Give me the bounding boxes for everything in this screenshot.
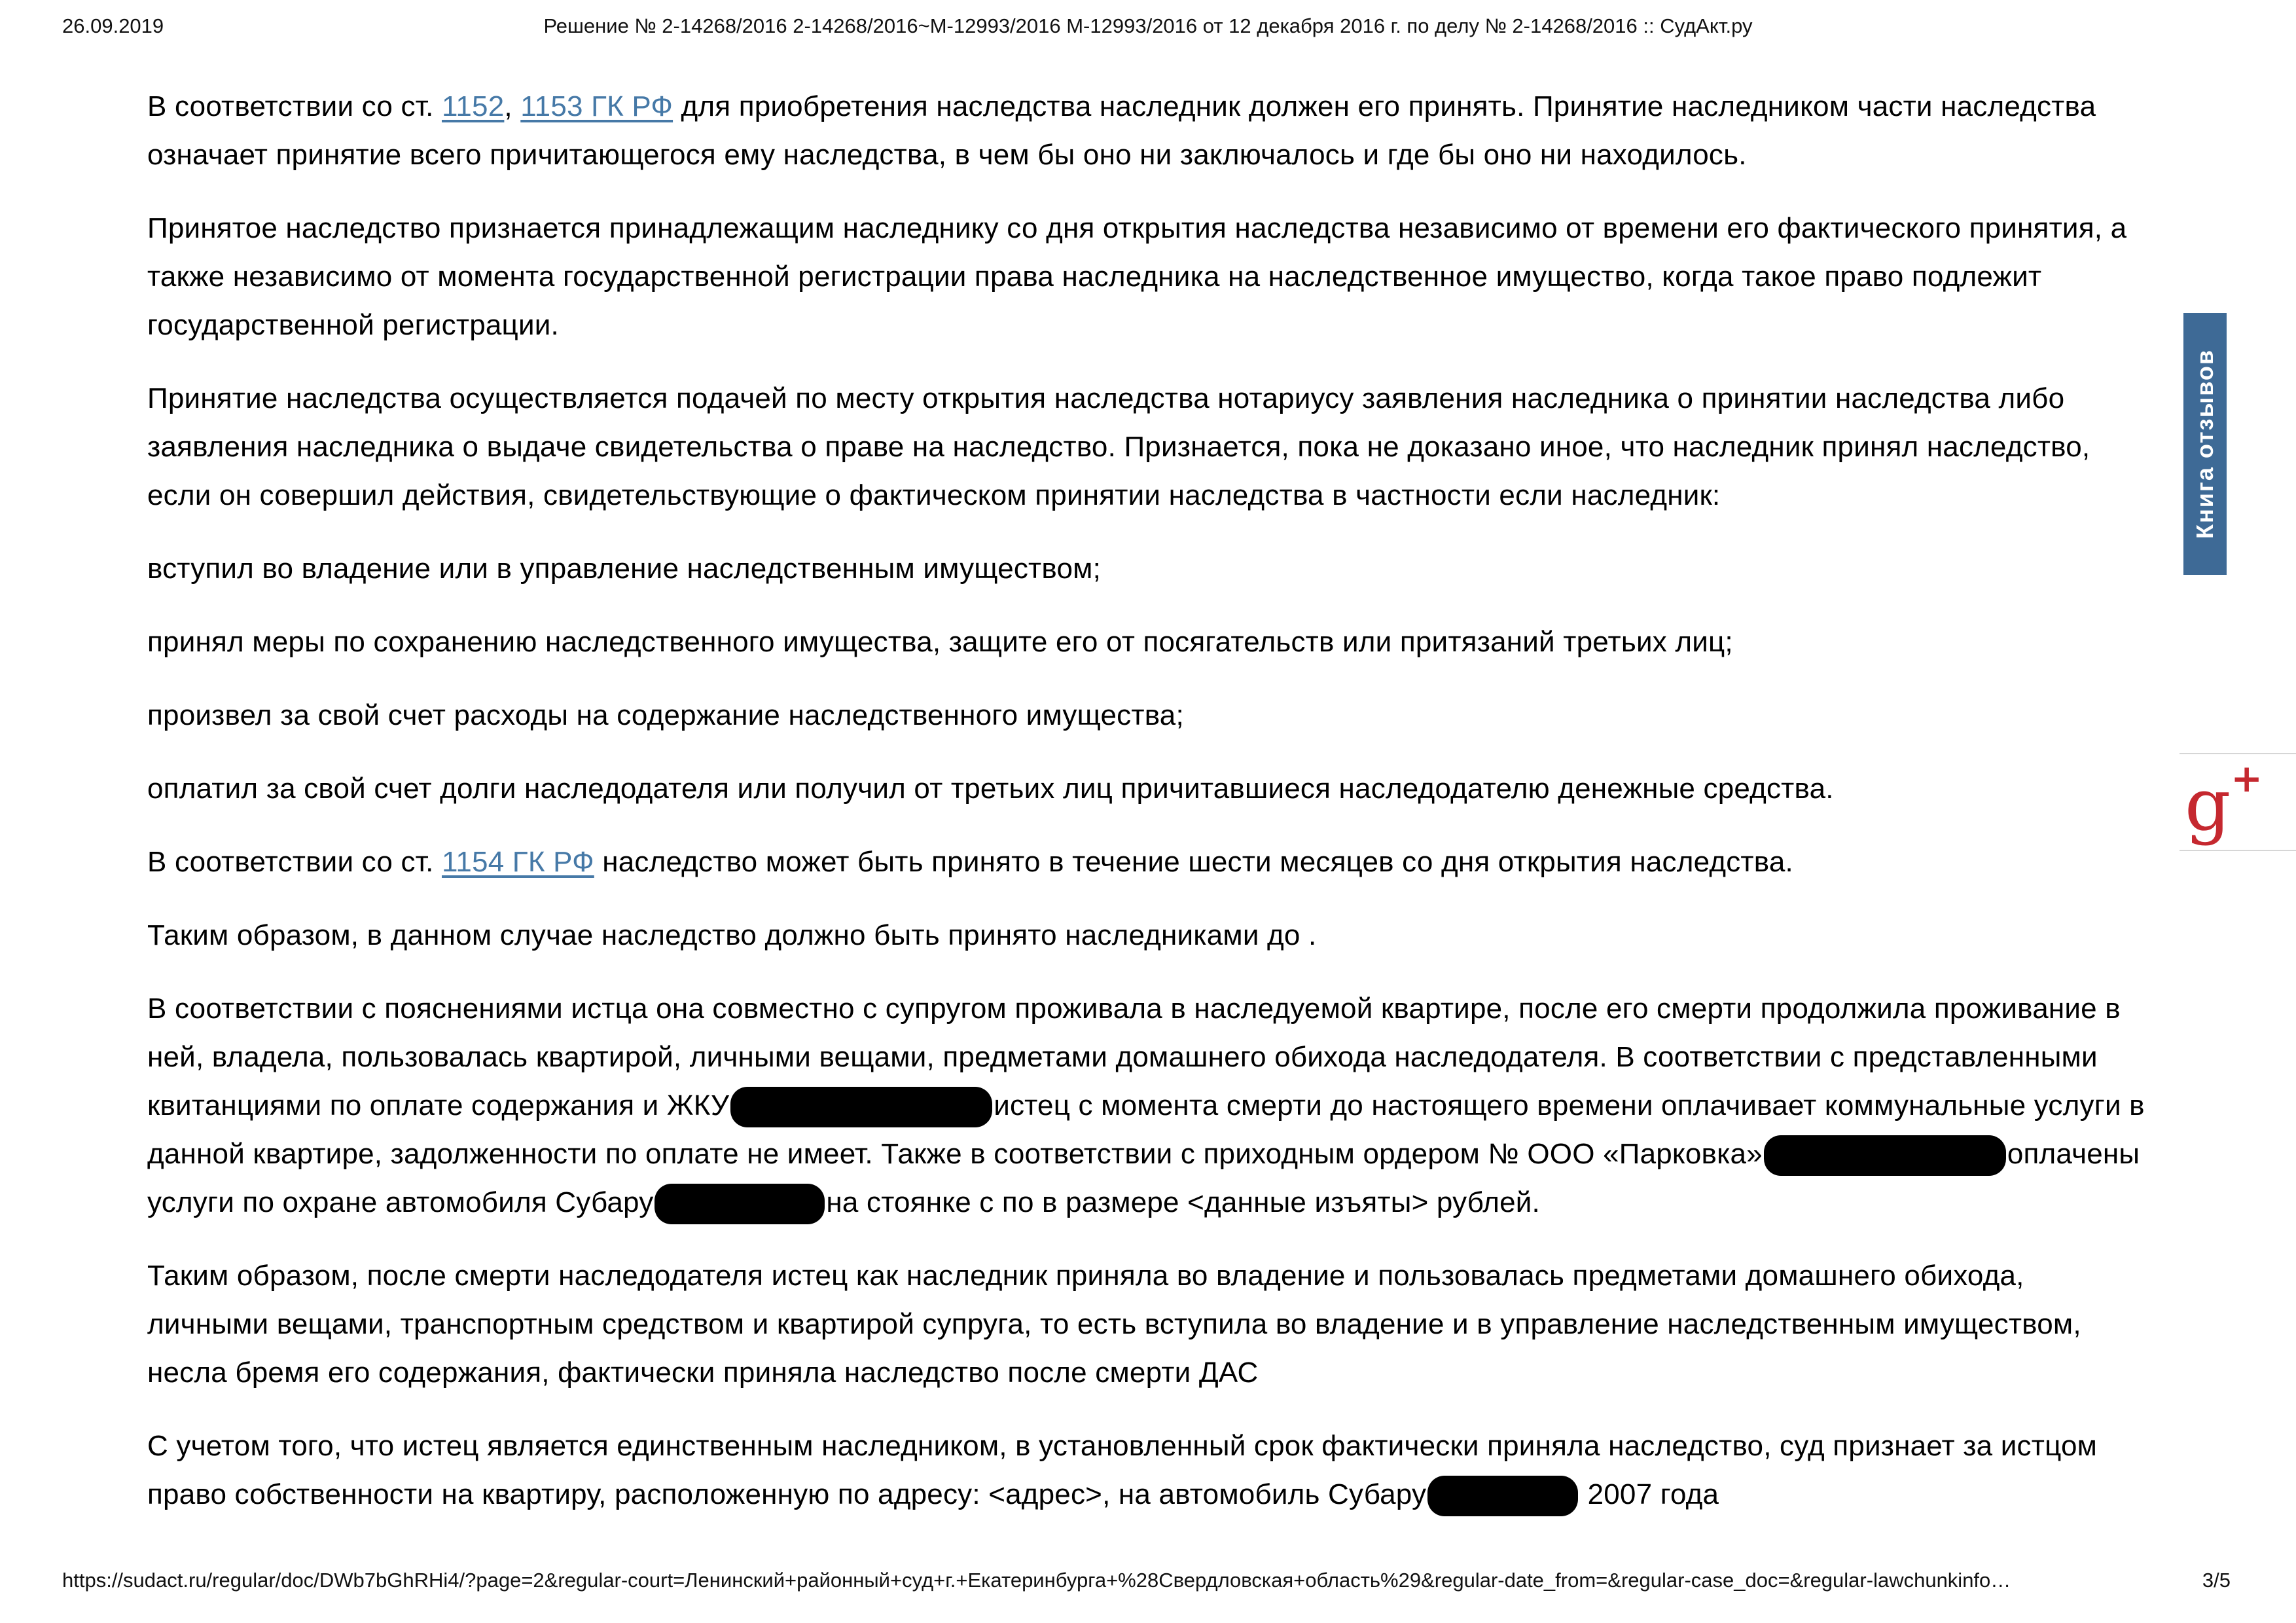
paragraph (147, 204, 2153, 350)
paragraph-text: вступил во владение или в управление наследственным имуществом; (147, 553, 1102, 585)
paragraph-text: В соответствии со ст. (147, 90, 442, 122)
paragraph-text: 2007 года (1579, 1478, 1719, 1510)
paragraph (147, 618, 2153, 666)
paragraph-text: Принятое наследство признается принадлежащим наследнику со дня открытия наследства независимо от времени его фактического принятия, а также независимо от момента государственной регистрации права наследника на наследственное имущество, когда такое право подлежит государственной регистрации. (147, 212, 2127, 341)
feedback-book-banner[interactable] (2183, 313, 2227, 575)
redaction-box (730, 1087, 992, 1127)
paragraph-text: произвел за свой счет расходы на содержание наследственного имущества; (147, 699, 1184, 731)
paragraph-text: для приобретения наследства наследник должен его принять. Принятие наследником части наследства означает принятие всего причитающегося ему наследства, в чем бы оно ни заключалось и где бы оно ни находилось. (147, 90, 2096, 171)
print-header-title: Решение № 2-14268/2016 2-14268/2016~М-12993/2016 М-12993/2016 от 12 декабря 2016 г. по делу № 2-14268/2016 :: СудАкт.ру (543, 14, 1753, 37)
paragraph-text: С учетом того, что истец является единственным наследником, в установленный срок фактически приняла наследство, суд признает за истцом право собственности на квартиру, расположенную по адресу: <адрес>, на автомобиль Субару (147, 1430, 2098, 1510)
print-header-date: 26.09.2019 (62, 14, 164, 37)
paragraph-text: на стоянке с по в размере <данные изъяты> рублей. (826, 1186, 1540, 1218)
redaction-box (1764, 1135, 2006, 1176)
paragraph-text: В соответствии со ст. (147, 846, 442, 878)
redaction-box (1427, 1476, 1578, 1516)
print-footer-page-indicator: 3/5 (2202, 1569, 2231, 1592)
paragraph-text: В соответствии с пояснениями истца она совместно с супругом проживала в наследуемой квартире, после его смерти продолжила проживание в ней, владела, пользовалась квартирой, личными вещами, предметами домашнего обихода наследодателя. В соответствии с представленными квитанциями по оплате содержания и ЖКУ (147, 993, 2121, 1122)
paragraph-text: оплачены услуги по охране автомобиля Субару (147, 1138, 2140, 1218)
paragraph (147, 82, 2153, 179)
feedback-book-banner-label: Книга отзывов (2191, 348, 2218, 539)
paragraph (147, 1252, 2153, 1397)
google-plus-g: g (2185, 763, 2231, 847)
redaction-box (655, 1184, 825, 1224)
law-article-link[interactable]: 1153 ГК РФ (520, 90, 673, 122)
paragraph-text: Таким образом, после смерти наследодателя истец как наследник приняла во владение и пользовалась предметами домашнего обихода, личными вещами, транспортным средством и квартирой супруга, то есть вступила во владение и в управление наследственным имуществом, несла бремя его содержания, фактически приняла наследство после смерти ДАС (147, 1260, 2081, 1389)
google-plus-icon[interactable] (2185, 756, 2263, 847)
gplus-share-widget (2179, 753, 2296, 851)
paragraph (147, 985, 2153, 1227)
paragraph (147, 545, 2153, 593)
divider (2179, 753, 2296, 754)
paragraph-text: Принятие наследства осуществляется подачей по месту открытия наследства нотариусу заявления наследника о принятии наследства либо заявления наследника о выдаче свидетельства о праве на наследство. Признается, пока не доказано иное, что наследник принял наследство, если он совершил действия, свидетельствующие о фактическом принятии наследства в частности если наследник: (147, 382, 2090, 511)
law-article-link[interactable]: 1154 ГК РФ (441, 846, 594, 878)
law-article-link[interactable]: 1152 (441, 90, 505, 122)
paragraph (147, 691, 2153, 740)
print-footer-url: https://sudact.ru/regular/doc/DWb7bGhRHi4/?page=2&regular-court=Ленинский+районный+суд+г.+Екатеринбурга+%28Свердловская+область%29&regular-date_from=&regular-case_doc=&regular-lawchunkinfo… (62, 1569, 2011, 1592)
paragraph-text: Таким образом, в данном случае наследство должно быть принято наследниками до . (147, 919, 1317, 951)
paragraph-text: , (504, 90, 521, 122)
google-plus-plus: + (2231, 756, 2263, 801)
paragraph-text: оплатил за свой счет долги наследодателя или получил от третьих лиц причитавшиеся наследодателю денежные средства. (147, 773, 1834, 805)
paragraph-text: принял меры по сохранению наследственного имущества, защите его от посягательств или притязаний третьих лиц; (147, 626, 1733, 658)
paragraph (147, 374, 2153, 520)
paragraph-text: истец с момента смерти до настоящего времени оплачивает коммунальные услуги в данной квартире, задолженности по оплате не имеет. Также в соответствии с приходным ордером № ООО «Парковка» (147, 1089, 2145, 1170)
divider (2179, 850, 2296, 851)
paragraph-text: наследство может быть принято в течение шести месяцев со дня открытия наследства. (594, 846, 1793, 878)
paragraph (147, 1422, 2153, 1519)
document-body (147, 82, 2153, 1544)
paragraph (147, 911, 2153, 960)
paragraph (147, 765, 2153, 813)
paragraph (147, 838, 2153, 886)
